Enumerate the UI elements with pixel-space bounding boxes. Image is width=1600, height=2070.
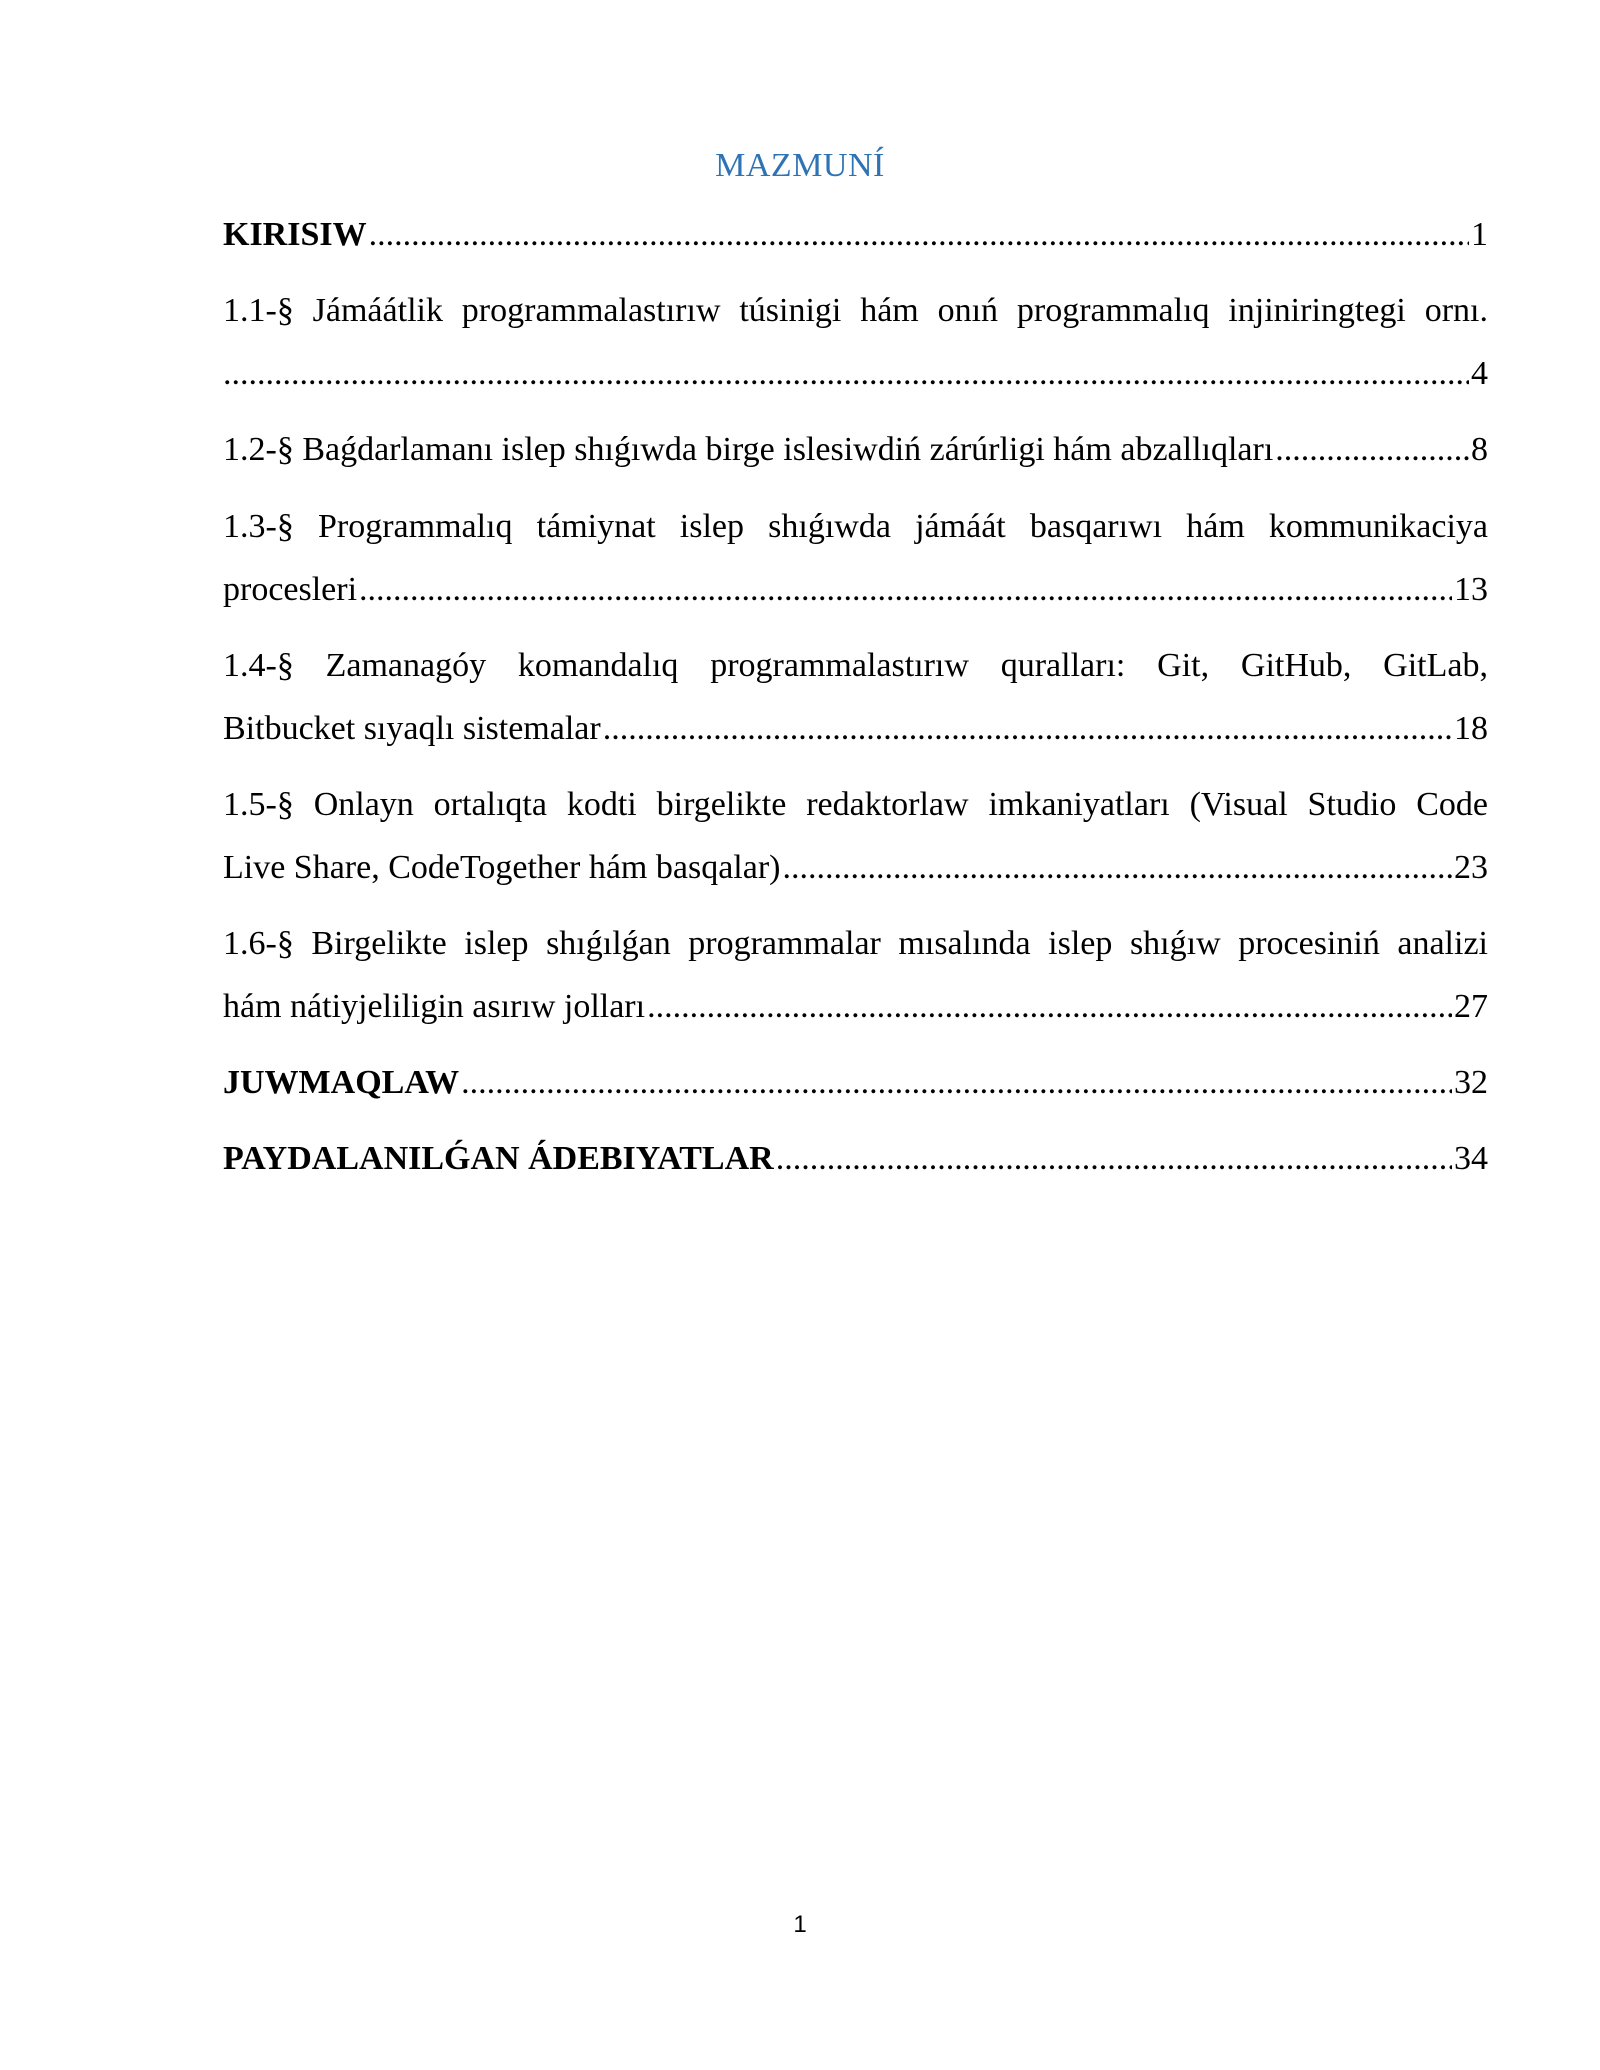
toc-entry-title: 1.1-§ Jámáátlik programmalastırıw túsinigi hám onıń programmalıq injiniringtegi ornı. — [223, 292, 1488, 329]
toc-entry-page: 23 — [1454, 849, 1488, 886]
toc-entry-page: 18 — [1454, 710, 1488, 747]
toc-entry-1-3[interactable] — [223, 495, 1488, 621]
toc-entry-title-cont: Live Share, CodeTogether hám basqalar) — [223, 849, 781, 886]
toc-entry-page: 32 — [1454, 1064, 1488, 1101]
toc-entry-title: 1.2-§ Baǵdarlamanı islep shıǵıwda birge islesiwdiń zárúrligi hám abzallıqları — [223, 431, 1274, 468]
toc-entry-1-2[interactable] — [223, 418, 1488, 481]
toc-entry-page: 34 — [1454, 1140, 1488, 1177]
toc-entry-title-cont: Bitbucket sıyaqlı sistemalar — [223, 710, 601, 747]
dot-leader — [782, 836, 1452, 899]
toc-entry-title: KIRISIW — [223, 216, 367, 253]
toc-entry-title: 1.4-§ Zamanagóy komandalıq programmalastırıw quralları: Git, GitHub, GitLab, — [223, 647, 1488, 684]
toc-entry-1-6[interactable] — [223, 912, 1488, 1038]
toc-entry-title: 1.6-§ Birgelikte islep shıǵılǵan programmalar mısalında islep shıǵıw procesiniń analizi — [223, 925, 1488, 962]
dot-leader — [603, 697, 1452, 760]
toc-entry-title-cont: hám nátiyjeliligin asırıw jolları — [223, 988, 646, 1025]
toc-entry-title: 1.5-§ Onlayn ortalıqta kodti birgelikte redaktorlaw imkaniyatları (Visual Studio Code — [223, 786, 1488, 823]
toc-title: MAZMUNÍ — [715, 147, 885, 184]
toc-entry-page: 4 — [1471, 355, 1488, 392]
toc-entry-1-4[interactable] — [223, 634, 1488, 760]
toc-entry-page: 1 — [1471, 216, 1488, 253]
toc-entry-1-1[interactable] — [223, 279, 1488, 405]
toc-entry-title-cont: procesleri — [223, 571, 358, 608]
dot-leader — [461, 1051, 1452, 1114]
toc-entry-1-5[interactable] — [223, 773, 1488, 899]
dot-leader — [1275, 418, 1469, 481]
toc-entry-page: 8 — [1471, 431, 1488, 468]
toc-entry-juwmaqlaw[interactable] — [223, 1051, 1488, 1114]
toc-entry-paydalanilgan-adebiyatlar[interactable] — [223, 1127, 1488, 1190]
toc-entry-kirisiw[interactable] — [223, 203, 1488, 266]
toc-entry-title: 1.3-§ Programmalıq támiynat islep shıǵıwda jámáát basqarıwı hám kommunikaciya — [223, 508, 1488, 545]
toc-entry-title: JUWMAQLAW — [223, 1064, 460, 1101]
dot-leader — [359, 558, 1452, 621]
dot-leader — [369, 203, 1469, 266]
toc-entry-page: 27 — [1454, 988, 1488, 1025]
page-number: 1 — [793, 1911, 807, 1938]
dot-leader — [223, 342, 1469, 405]
toc-entry-page: 13 — [1454, 571, 1488, 608]
dot-leader — [776, 1127, 1452, 1190]
dot-leader — [647, 975, 1452, 1038]
toc-entry-title: PAYDALANILǴAN ÁDEBIYATLAR — [223, 1140, 774, 1177]
